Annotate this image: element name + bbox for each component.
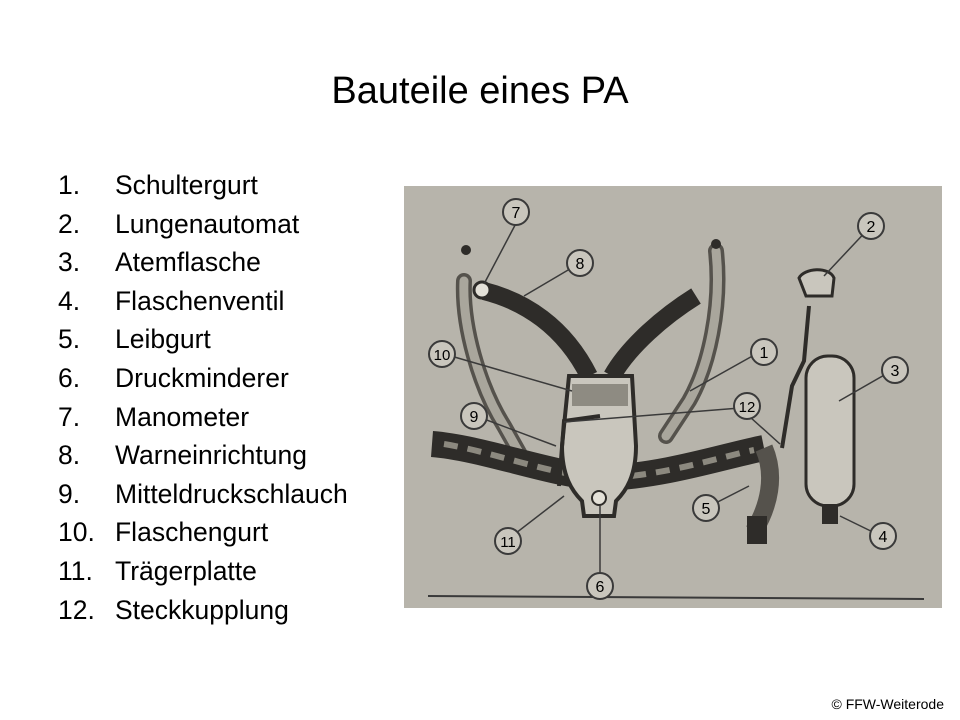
list-item xyxy=(58,205,348,244)
item-label: Warneinrichtung xyxy=(115,440,307,471)
callout-2 xyxy=(858,213,884,239)
svg-text:7: 7 xyxy=(511,205,521,222)
list-item xyxy=(58,475,348,514)
callout-1 xyxy=(751,339,777,365)
item-label: Leibgurt xyxy=(115,324,211,355)
list-item xyxy=(58,436,348,475)
belt-buckle xyxy=(747,516,767,544)
callout-8 xyxy=(567,250,593,276)
callout-6 xyxy=(587,573,613,599)
item-number: 5. xyxy=(58,324,81,355)
svg-text:10: 10 xyxy=(433,347,451,364)
callout-12 xyxy=(734,393,760,419)
breathing-apparatus-diagram xyxy=(404,186,942,608)
carrier-plate-header xyxy=(572,384,628,406)
svg-text:5: 5 xyxy=(701,501,711,518)
callout-11 xyxy=(495,528,521,554)
slide-title: Bauteile eines PA xyxy=(331,70,629,112)
svg-text:8: 8 xyxy=(575,256,585,273)
item-number: 7. xyxy=(58,401,81,432)
callout-4 xyxy=(870,523,896,549)
list-item xyxy=(58,166,348,205)
pressure-reducer xyxy=(592,491,606,505)
item-number: 12. xyxy=(58,594,95,625)
item-number: 9. xyxy=(58,478,81,509)
svg-text:3: 3 xyxy=(890,363,900,380)
svg-text:2: 2 xyxy=(866,219,876,236)
item-label: Atemflasche xyxy=(115,247,261,278)
item-label: Flaschengurt xyxy=(115,517,269,548)
item-label: Trägerplatte xyxy=(115,555,257,586)
item-number: 3. xyxy=(58,247,81,278)
callout-3 xyxy=(882,357,908,383)
cylinder-valve xyxy=(822,504,838,524)
svg-text:6: 6 xyxy=(595,579,605,596)
list-item xyxy=(58,513,348,552)
svg-text:11: 11 xyxy=(500,534,516,551)
item-label: Flaschenventil xyxy=(115,285,285,316)
list-item xyxy=(58,282,348,321)
item-label: Manometer xyxy=(115,401,250,432)
callout-7 xyxy=(503,199,529,225)
item-label: Steckkupplung xyxy=(115,594,289,625)
item-label: Lungenautomat xyxy=(115,208,300,239)
lung-demand-valve xyxy=(799,270,834,296)
list-item xyxy=(58,398,348,437)
right-strap-buckle xyxy=(711,239,721,249)
svg-text:4: 4 xyxy=(878,529,888,546)
item-number: 6. xyxy=(58,362,81,393)
item-number: 11. xyxy=(58,555,93,586)
svg-text:1: 1 xyxy=(759,345,769,362)
item-number: 2. xyxy=(58,208,81,239)
copyright-notice: © FFW-Weiterode xyxy=(831,696,944,712)
callout-10 xyxy=(429,341,455,367)
item-label: Mitteldruckschlauch xyxy=(115,478,348,509)
list-item xyxy=(58,243,348,282)
item-label: Schultergurt xyxy=(115,170,258,200)
list-item xyxy=(58,359,348,398)
item-label: Druckminderer xyxy=(115,362,289,393)
list-item xyxy=(58,552,348,591)
breathing-air-cylinder xyxy=(806,356,854,506)
item-number: 4. xyxy=(58,285,81,316)
parts-list xyxy=(58,166,348,629)
left-strap-buckle xyxy=(461,245,471,255)
item-number: 10. xyxy=(58,517,95,548)
pressure-gauge xyxy=(474,282,490,298)
svg-text:9: 9 xyxy=(469,409,479,426)
item-number: 8. xyxy=(58,440,81,471)
item-number: 1. xyxy=(58,170,81,200)
callout-5 xyxy=(693,495,719,521)
list-item xyxy=(58,591,348,630)
svg-text:12: 12 xyxy=(738,399,756,416)
list-item xyxy=(58,320,348,359)
callout-9 xyxy=(461,403,487,429)
